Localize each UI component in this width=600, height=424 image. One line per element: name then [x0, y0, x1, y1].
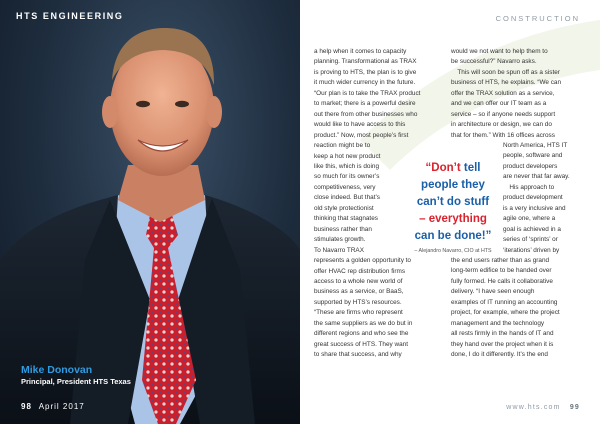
- article-text-line: be successful?” Navarro asks.: [451, 58, 537, 66]
- article-text-line: the end users rather than as grand: [451, 257, 550, 264]
- article-text-line: fully formed. He calls it collaborative: [451, 277, 553, 285]
- photo-caption-name: Mike Donovan: [21, 364, 93, 376]
- article-text-line: offer the TRAX solution as a service,: [451, 89, 555, 97]
- article-column-right-top: [451, 47, 561, 141]
- article-text-line: would we not want to help them to: [451, 48, 548, 55]
- article-text-line: ‘iterations’ driven by: [503, 246, 560, 254]
- article-text-line: access to a whole new world of: [314, 277, 403, 285]
- article-text-line: offer HVAC rep distribution firms: [314, 267, 406, 275]
- article-text-line: keep a hot new product: [314, 152, 381, 160]
- section-label-left: HTS ENGINEERING: [16, 11, 124, 21]
- photo-caption-title: Principal, President HTS Texas: [21, 377, 131, 386]
- article-text-line: planning. Transformational as TRAX: [314, 58, 417, 66]
- article-text-line: in architecture or design, we can do: [451, 121, 552, 129]
- article-text-line: are never that far away.: [503, 173, 570, 181]
- article-text-line: long-term edifice to be handed over: [451, 267, 552, 275]
- article-text-line: To Navarro TRAX: [314, 246, 364, 254]
- article-text-line: so much for its owner’s: [314, 173, 380, 181]
- article-column-right-bottom: [451, 256, 560, 361]
- page-number-left: 98: [21, 402, 32, 411]
- article-text-line: North America, HTS IT: [503, 142, 568, 149]
- article-text-line: This will soon be spun off as a sister: [451, 68, 560, 76]
- folio-right: [506, 404, 580, 411]
- article-text-line: it much wider currency in the future.: [314, 79, 416, 87]
- article-text-line: people, software and: [503, 152, 563, 160]
- article-text-line: close indeed. But that’s: [314, 194, 380, 202]
- article-text-line: product.” Now, most people’s first: [314, 131, 409, 139]
- article-text-line: a help when it comes to capacity: [314, 48, 407, 55]
- article-text-line: agile one, where a: [503, 215, 556, 223]
- article-text-line: all rests firmly in the hands of IT and: [451, 330, 554, 338]
- article-text-line: reaction might be to: [314, 142, 371, 150]
- article-text-line: examples of IT running an accounting: [451, 298, 558, 306]
- article-text-line: the same suppliers as we do but in: [314, 319, 413, 327]
- article-text-line: management and the technology: [451, 319, 545, 327]
- article-text-line: to market; there is a powerful desire: [314, 100, 416, 108]
- article-text-line: thinking that stagnates: [314, 215, 378, 223]
- issue-date: April 2017: [38, 402, 85, 411]
- website-url: www.hts.com: [506, 404, 561, 411]
- article-column-right-narrow: [503, 141, 570, 256]
- pull-quote-line-1b: tell: [463, 162, 481, 174]
- article-text-line: is a very inclusive and: [503, 204, 566, 212]
- article-column-left: [314, 47, 420, 361]
- article-text-line: “These are firms who represent: [314, 309, 403, 317]
- article-text-line: great success of HTS. They want: [314, 340, 409, 348]
- article-text-line: done, I do it differently. It’s the end: [451, 351, 548, 359]
- article-text-line: product development: [503, 194, 563, 202]
- article-text-line: delivery. “I have seen enough: [451, 288, 535, 296]
- article-text-line: business rather than: [314, 225, 372, 233]
- section-label-right: CONSTRUCTION: [495, 14, 580, 23]
- pull-quote-line-3: can’t do stuff: [416, 196, 490, 208]
- page-number-right: 99: [569, 404, 580, 411]
- pull-quote-line-5: can be done!”: [414, 230, 492, 242]
- article-text-line: series of ‘sprints’ or: [503, 236, 558, 244]
- article-text-line: to share that success, and why: [314, 351, 402, 359]
- article-text-line: service – so if anyone needs support: [451, 110, 556, 118]
- article-text-line: is proving to HTS, the plan is to give: [314, 68, 417, 76]
- pull-quote-line-4: – everything: [419, 213, 487, 225]
- article-text-line: business of HTS, he explains. “We can: [451, 79, 561, 87]
- article-text-line: old style protectionist: [314, 204, 374, 212]
- article-text-line: they hand over the project when it is: [451, 340, 554, 348]
- article-text-line: would like to have access to this: [314, 121, 406, 129]
- article-text-line: out there from other businesses who: [314, 110, 418, 118]
- article-text-line: competitiveness, very: [314, 183, 376, 191]
- article-text-line: product developers: [503, 162, 558, 170]
- article-text-line: supported by HTS’s resources.: [314, 298, 402, 306]
- article-text-line: business as a service, or BaaS,: [314, 288, 404, 296]
- article-text-line: stimulates growth.: [314, 236, 366, 244]
- pull-quote: [408, 160, 498, 254]
- article-text-line: project, for example, where the project: [451, 309, 560, 317]
- pull-quote-line-1: [408, 160, 498, 177]
- article-text-line: different regions and who see the: [314, 330, 409, 338]
- article-text-line: His approach to: [503, 183, 555, 191]
- article-text-line: that for them.” With 16 offices across: [451, 131, 555, 139]
- folio-left: [21, 402, 85, 411]
- article-text-line: like this, which is doing: [314, 162, 380, 170]
- pull-quote-line-1a: “Don’t: [425, 162, 461, 174]
- article-text-line: goal is achieved in a: [503, 225, 561, 233]
- article-text-line: and we can offer our IT team as a: [451, 100, 547, 108]
- article-text-line: “Our plan is to take the TRAX product: [314, 89, 421, 97]
- pull-quote-attribution: – Alejandro Navarro, CIO at HTS: [414, 248, 492, 254]
- pull-quote-line-2: people they: [421, 179, 485, 191]
- article-text-line: represents a golden opportunity to: [314, 257, 411, 265]
